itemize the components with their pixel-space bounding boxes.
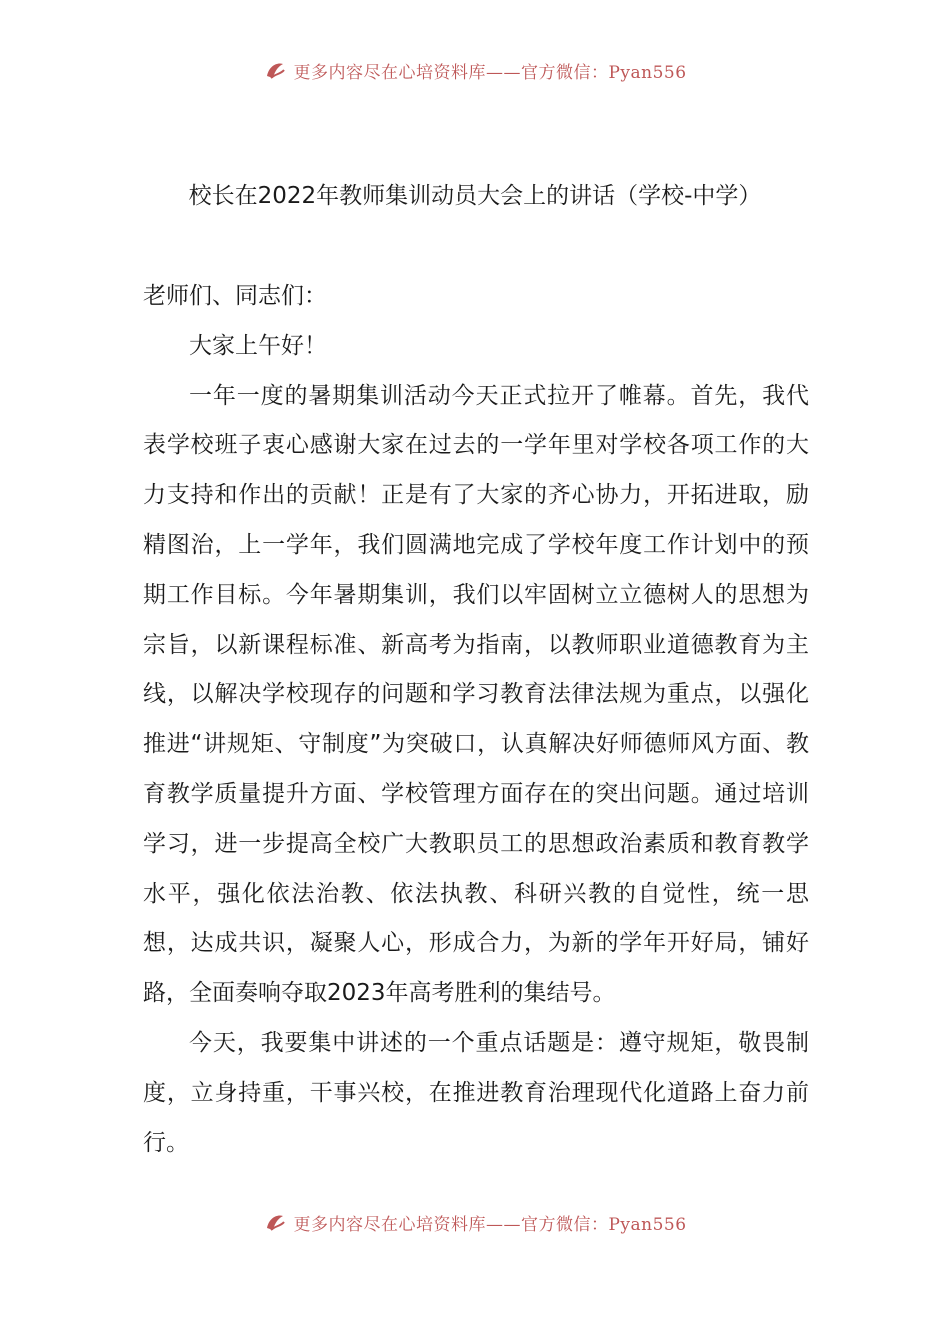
watermark-text: 更多内容尽在心培资料库——官方微信：Pyan556: [293, 62, 687, 83]
greeting: 大家上午好！: [189, 332, 327, 359]
paragraph-1: 一年一度的暑期集训活动今天正式拉开了帷幕。首先，我代表学校班子衷心感谢大家在过去的一学年里对学校各项工作的大力支持和作出的贡献！正是有了大家的齐心协力，开拓进取，励精图治，上一学年，我们圆满地完成了学校年度工作计划中的预期工作目标。今年暑期集训，我们以牢固树立立德树人的思想为宗旨，以新课程标准、新高考为指南，以教师职业道德教育为主线，以解决学校现存的问题和学习教育法律法规为重点，以强化推进“讲规矩、守制度”为突破口，认真解决好师德师风方面、教育教学质量提升方面、学校管理方面存在的突出问题。通过培训学习，进一步提高全校广大教职员工的思想政治素质和教育教学水平，强化依法治教、依法执教、科研兴教的自觉性，统一思想，达成共识，凝聚人心，形成合力，为新的学年开好局，铺好路，全面奏响夺取2023年高考胜利的集结号。: [143, 382, 809, 1007]
watermark-text: 更多内容尽在心培资料库——官方微信：Pyan556: [293, 1214, 687, 1235]
header-watermark: [0, 55, 950, 85]
footer-watermark: [0, 1207, 950, 1237]
logo-icon: [263, 1210, 287, 1234]
salutation: 老师们、同志们：: [143, 283, 327, 309]
logo-icon: [263, 58, 287, 82]
paragraph-2: 今天，我要集中讲述的一个重点话题是：遵守规矩，敬畏制度，立身持重，干事兴校，在推进教育治理现代化道路上奋力前行。: [143, 1029, 809, 1156]
document-body: [143, 272, 809, 1168]
document-title: 校长在2022年教师集训动员大会上的讲话（学校-中学）: [188, 183, 762, 209]
